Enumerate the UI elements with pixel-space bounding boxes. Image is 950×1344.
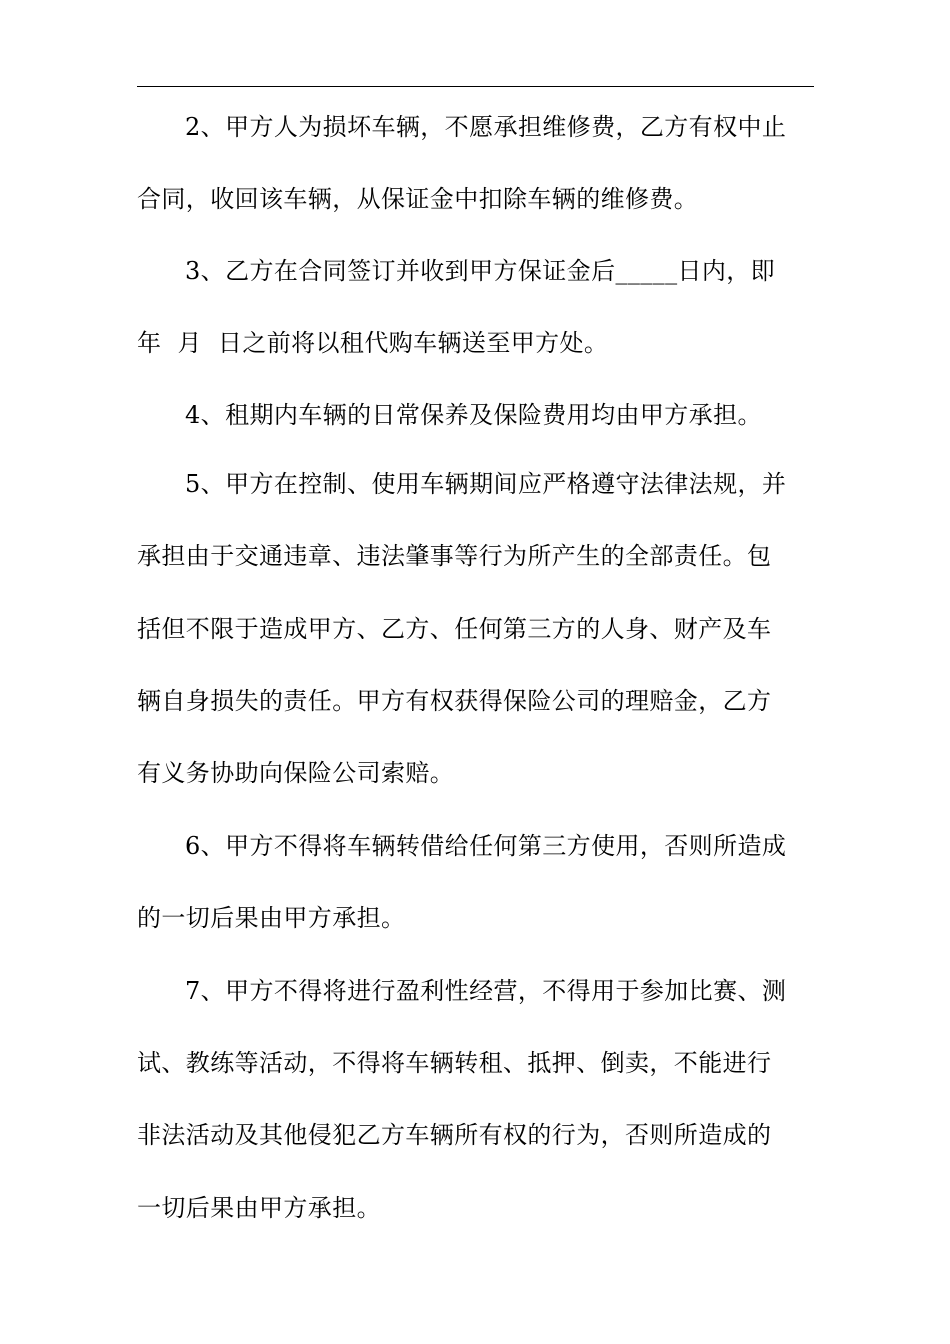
clause-3-line-2: 年 月 日之前将以租代购车辆送至甲方处。 [137, 329, 609, 357]
clause-3-line-1: 3、乙方在合同签订并收到甲方保证金后_____日内，即 [185, 257, 776, 285]
clause-6-line-1: 6、甲方不得将车辆转借给任何第三方使用，否则所造成 [185, 832, 787, 860]
clause-7-line-1: 7、甲方不得将进行盈利性经营，不得用于参加比赛、测 [185, 977, 787, 1005]
clause-5-line-5: 有义务协助向保险公司索赔。 [137, 759, 455, 787]
clause-2-line-2: 合同，收回该车辆，从保证金中扣除车辆的维修费。 [137, 185, 699, 213]
clause-4-line-1: 4、租期内车辆的日常保养及保险费用均由甲方承担。 [185, 401, 762, 429]
clause-5-line-2: 承担由于交通违章、违法肇事等行为所产生的全部责任。包 [137, 542, 772, 570]
clause-5-line-4: 辆自身损失的责任。甲方有权获得保险公司的理赔金，乙方 [137, 687, 772, 715]
clause-5-line-3: 括但不限于造成甲方、乙方、任何第三方的人身、财产及车 [137, 615, 772, 643]
clause-7-line-2: 试、教练等活动，不得将车辆转租、抵押、倒卖，不能进行 [137, 1049, 772, 1077]
clause-2-line-1: 2、甲方人为损坏车辆，不愿承担维修费，乙方有权中止 [185, 113, 787, 141]
clause-7-line-4: 一切后果由甲方承担。 [137, 1194, 381, 1222]
clause-7-line-3: 非法活动及其他侵犯乙方车辆所有权的行为，否则所造成的 [137, 1121, 772, 1149]
clause-5-line-1: 5、甲方在控制、使用车辆期间应严格遵守法律法规，并 [185, 470, 787, 498]
clause-6-line-2: 的一切后果由甲方承担。 [137, 904, 406, 932]
header-rule [137, 86, 814, 87]
